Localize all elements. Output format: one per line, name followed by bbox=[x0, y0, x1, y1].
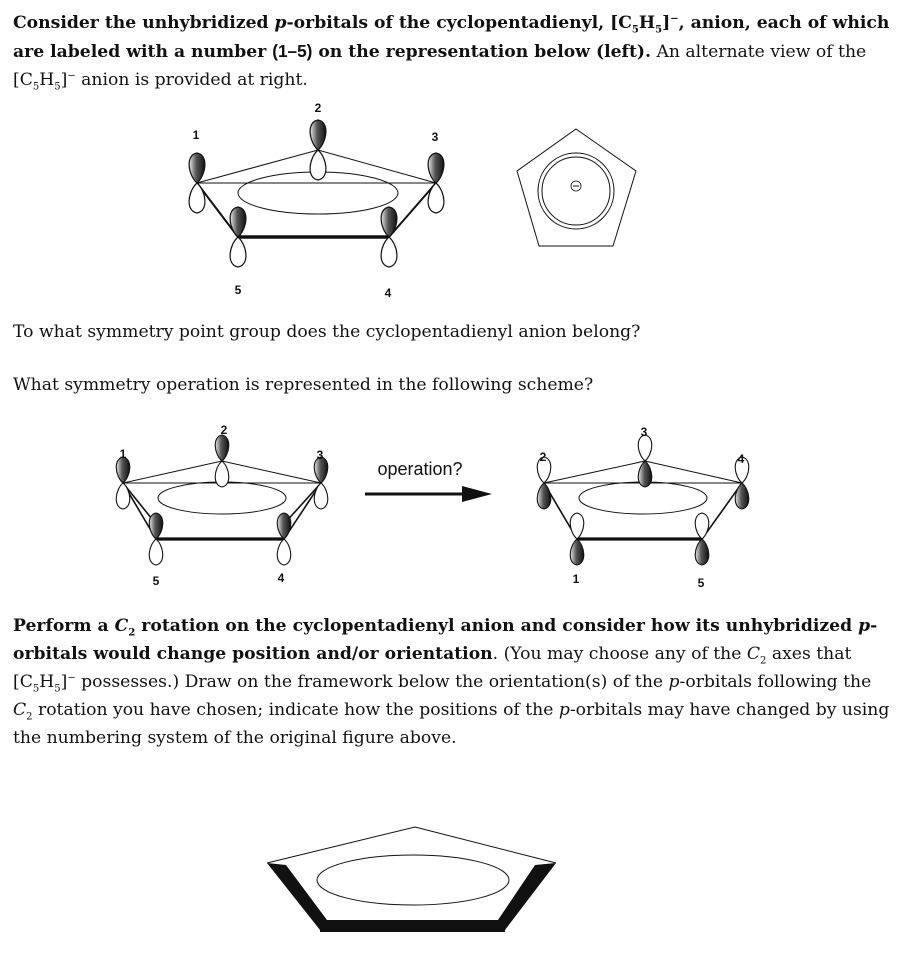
question-symmetry-operation: What symmetry operation is represented in the following scheme? bbox=[13, 375, 594, 395]
label-1: 1 bbox=[192, 128, 200, 142]
scheme-right-label-5: 5 bbox=[697, 576, 705, 590]
scheme-right-label-1: 1 bbox=[572, 572, 580, 586]
scheme-right-molecule bbox=[537, 435, 749, 565]
alt-view-pentagon bbox=[517, 129, 636, 246]
scheme-left-molecule bbox=[116, 435, 328, 565]
operation-label: operation? bbox=[377, 459, 463, 479]
label-3: 3 bbox=[431, 130, 439, 144]
cp-orbital-figure bbox=[0, 95, 911, 305]
symmetry-scheme bbox=[0, 418, 911, 608]
scheme-right-label-4: 4 bbox=[737, 452, 745, 466]
scheme-left-label-4: 4 bbox=[277, 571, 285, 585]
label-5: 5 bbox=[234, 283, 242, 297]
scheme-left-label-2: 2 bbox=[220, 423, 228, 437]
reaction-arrow bbox=[365, 486, 492, 502]
scheme-left-label-1: 1 bbox=[119, 447, 127, 461]
label-2: 2 bbox=[314, 101, 322, 115]
scheme-right-label-2: 2 bbox=[539, 450, 547, 464]
intro-paragraph bbox=[13, 9, 893, 94]
drawing-framework[interactable] bbox=[0, 820, 911, 960]
p-orbital-2 bbox=[310, 120, 326, 180]
question-point-group: To what symmetry point group does the cyclopentadienyl anion belong? bbox=[13, 322, 641, 342]
scheme-left-label-3: 3 bbox=[316, 448, 324, 462]
c2-instruction-paragraph: Perform a $C_2$ rotation on the cyclopentadienyl anion and consider how its unhybridized p-orbitals would change position and/or orientation. (You may choose any of the $C_2$ axes that $[C_5H_5]^-$ possesses.) Draw on the framework below the orientation(s) of the p-orbitals following the $C_2$ rotation you have chosen; indicate how the positions of the p-orbitals may have changed by using the numbering system of the original figure above. bbox=[13, 616, 890, 748]
scheme-left-label-5: 5 bbox=[152, 574, 160, 588]
intro-bold-1: Consider the unhybridized p-orbitals of the cyclopentadienyl, $[C_5H_5]^-$, anion, each of which are labeled with a number (1–5) on the representation below (left). bbox=[13, 13, 890, 62]
label-4: 4 bbox=[384, 286, 392, 300]
scheme-right-label-3: 3 bbox=[640, 425, 648, 439]
intro-normal: An alternate view of the $[C_5H_5]^-$ anion is provided at right. bbox=[13, 42, 867, 93]
